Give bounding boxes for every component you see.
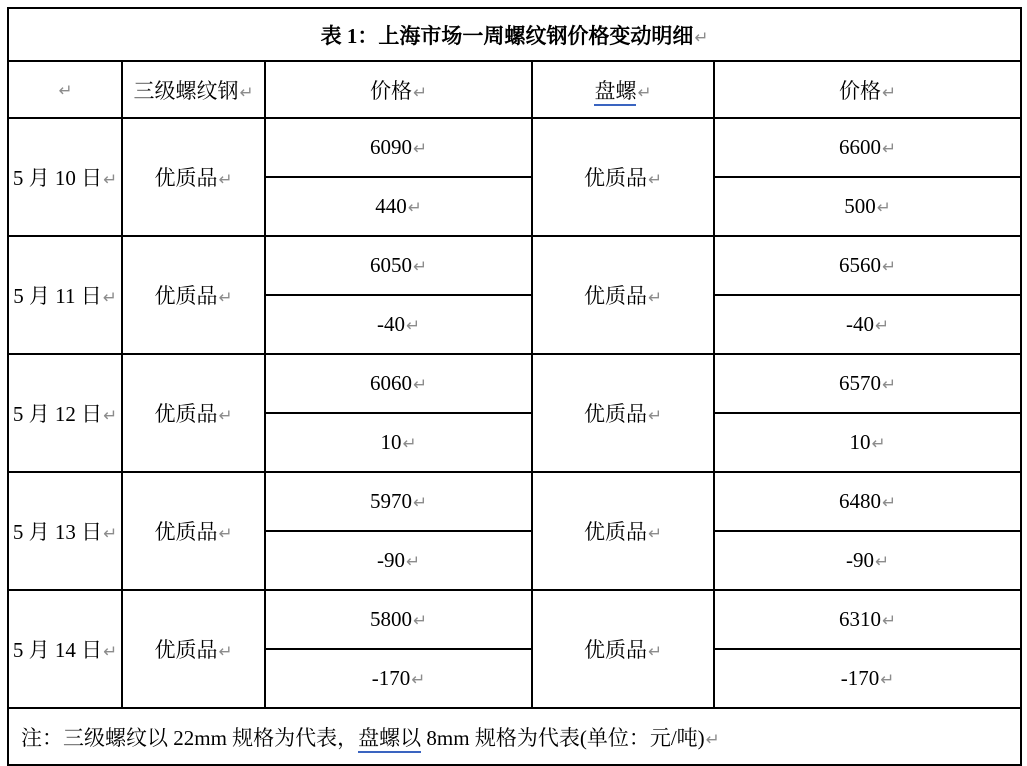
paragraph-mark-icon: ↵ xyxy=(218,287,233,307)
coil-price-cell xyxy=(714,236,1021,295)
coil-change: 500 xyxy=(844,194,876,218)
rebar-grade: 优质品 xyxy=(154,638,218,662)
date-cell xyxy=(8,236,122,354)
paragraph-mark-icon: ↵ xyxy=(218,523,233,543)
date-cell xyxy=(8,590,122,708)
paragraph-mark-icon: ↵ xyxy=(407,197,422,217)
rebar-grade-cell xyxy=(122,354,265,472)
rebar-price-cell xyxy=(265,236,532,295)
paragraph-mark-icon: ↵ xyxy=(882,256,897,276)
header-rebar-cell xyxy=(122,61,265,118)
header-empty-cell xyxy=(8,61,122,118)
rebar-change-cell xyxy=(265,531,532,590)
paragraph-mark-icon: ↵ xyxy=(103,169,118,189)
coil-change-cell xyxy=(714,295,1021,354)
date-cell xyxy=(8,354,122,472)
coil-price-cell xyxy=(714,590,1021,649)
paragraph-mark-icon: ↵ xyxy=(412,374,428,394)
rebar-change-cell xyxy=(265,413,532,472)
paragraph-mark-icon: ↵ xyxy=(882,81,897,102)
note-cell xyxy=(8,708,1021,765)
header-rebar: 三级螺纹钢 xyxy=(133,78,239,103)
paragraph-mark-icon: ↵ xyxy=(412,256,428,276)
table-title-cell xyxy=(8,8,1021,61)
paragraph-mark-icon: ↵ xyxy=(647,287,663,307)
rebar-price: 6060 xyxy=(369,371,412,395)
coil-change: 10 xyxy=(849,430,871,454)
table-row xyxy=(8,61,1021,118)
table-row xyxy=(8,118,1021,177)
paragraph-mark-icon: ↵ xyxy=(647,523,663,543)
paragraph-mark-icon: ↵ xyxy=(637,81,652,102)
rebar-change: -170 xyxy=(371,666,411,690)
coil-price: 6310 xyxy=(839,607,881,631)
coil-price-cell xyxy=(714,472,1021,531)
coil-price-cell xyxy=(714,118,1021,177)
coil-grade: 优质品 xyxy=(583,166,647,190)
date-value: 5 月 14 日 xyxy=(12,638,103,662)
rebar-grade: 优质品 xyxy=(154,402,218,426)
paragraph-mark-icon: ↵ xyxy=(694,26,709,47)
paragraph-mark-icon: ↵ xyxy=(876,197,891,217)
paragraph-mark-icon: ↵ xyxy=(412,81,428,102)
header-rebar-price: 价格 xyxy=(369,78,412,103)
paragraph-mark-icon: ↵ xyxy=(239,81,254,102)
rebar-grade-cell xyxy=(122,472,265,590)
date-value: 5 月 13 日 xyxy=(12,520,103,544)
date-value: 5 月 11 日 xyxy=(13,284,102,308)
rebar-price: 5970 xyxy=(369,489,412,513)
paragraph-mark-icon: ↵ xyxy=(871,433,886,453)
paragraph-mark-icon: ↵ xyxy=(103,405,118,425)
coil-grade-cell xyxy=(532,472,714,590)
rebar-price-cell xyxy=(265,590,532,649)
paragraph-mark-icon: ↵ xyxy=(882,610,897,630)
paragraph-mark-icon: ↵ xyxy=(405,315,421,335)
coil-grade-cell xyxy=(532,236,714,354)
paragraph-mark-icon: ↵ xyxy=(875,551,890,571)
paragraph-mark-icon: ↵ xyxy=(103,641,118,661)
coil-grade: 优质品 xyxy=(583,402,647,426)
rebar-grade: 优质品 xyxy=(154,520,218,544)
price-table xyxy=(7,7,1022,766)
paragraph-mark-icon: ↵ xyxy=(102,287,117,307)
date-cell xyxy=(8,472,122,590)
date-value: 5 月 10 日 xyxy=(12,166,103,190)
rebar-change-cell xyxy=(265,649,532,708)
rebar-change: -90 xyxy=(376,548,405,572)
header-coil-price: 价格 xyxy=(839,78,881,103)
coil-grade-cell xyxy=(532,354,714,472)
coil-grade: 优质品 xyxy=(583,520,647,544)
coil-change: -90 xyxy=(846,548,874,572)
paragraph-mark-icon: ↵ xyxy=(647,405,663,425)
coil-price: 6480 xyxy=(839,489,881,513)
rebar-price: 6090 xyxy=(369,135,412,159)
paragraph-mark-icon: ↵ xyxy=(647,169,663,189)
rebar-grade-cell xyxy=(122,118,265,236)
paragraph-mark-icon: ↵ xyxy=(412,492,428,512)
date-value: 5 月 12 日 xyxy=(12,402,103,426)
coil-grade: 优质品 xyxy=(583,284,647,308)
paragraph-mark-icon: ↵ xyxy=(882,492,897,512)
paragraph-mark-icon: ↵ xyxy=(103,523,118,543)
coil-change: -40 xyxy=(846,312,874,336)
table-row xyxy=(8,708,1021,765)
coil-price-cell xyxy=(714,354,1021,413)
coil-grade-cell xyxy=(532,590,714,708)
table-row xyxy=(8,354,1021,413)
rebar-price-cell xyxy=(265,472,532,531)
note-text-prefix: 注：三级螺纹以 22mm 规格为代表， xyxy=(21,725,359,750)
rebar-change: -40 xyxy=(376,312,405,336)
rebar-price: 6050 xyxy=(369,253,412,277)
rebar-price-cell xyxy=(265,354,532,413)
header-coil-cell xyxy=(532,61,714,118)
paragraph-mark-icon: ↵ xyxy=(402,433,417,453)
note-text-suffix: 8mm 规格为代表(单位：元/吨) xyxy=(421,725,705,750)
table-row xyxy=(8,8,1021,61)
rebar-grade: 优质品 xyxy=(154,166,218,190)
rebar-change: 440 xyxy=(375,194,407,218)
paragraph-mark-icon: ↵ xyxy=(705,728,720,749)
paragraph-mark-icon: ↵ xyxy=(647,641,663,661)
rebar-grade: 优质品 xyxy=(154,284,218,308)
coil-change-cell xyxy=(714,177,1021,236)
table-row xyxy=(8,472,1021,531)
rebar-change: 10 xyxy=(380,430,402,454)
paragraph-mark-icon: ↵ xyxy=(411,669,426,689)
paragraph-mark-icon: ↵ xyxy=(882,138,897,158)
table-row xyxy=(8,590,1021,649)
rebar-grade-cell xyxy=(122,236,265,354)
paragraph-mark-icon: ↵ xyxy=(405,551,421,571)
note-text-underlined: 盘螺以 xyxy=(358,726,421,753)
paragraph-mark-icon: ↵ xyxy=(412,138,428,158)
date-cell xyxy=(8,118,122,236)
header-coil-price-cell xyxy=(714,61,1021,118)
coil-change-cell xyxy=(714,413,1021,472)
rebar-price: 5800 xyxy=(369,607,412,631)
rebar-change-cell xyxy=(265,295,532,354)
header-rebar-price-cell xyxy=(265,61,532,118)
paragraph-mark-icon: ↵ xyxy=(218,169,233,189)
coil-change-cell xyxy=(714,649,1021,708)
header-coil: 盘螺 xyxy=(594,79,636,106)
rebar-change-cell xyxy=(265,177,532,236)
paragraph-mark-icon: ↵ xyxy=(58,80,73,100)
table-title: 表 1：上海市场一周螺纹钢价格变动明细 xyxy=(320,23,694,48)
paragraph-mark-icon: ↵ xyxy=(218,641,233,661)
rebar-price-cell xyxy=(265,118,532,177)
coil-grade: 优质品 xyxy=(583,638,647,662)
coil-grade-cell xyxy=(532,118,714,236)
rebar-grade-cell xyxy=(122,590,265,708)
paragraph-mark-icon: ↵ xyxy=(875,315,890,335)
coil-price: 6560 xyxy=(839,253,881,277)
coil-price: 6600 xyxy=(839,135,881,159)
paragraph-mark-icon: ↵ xyxy=(880,669,895,689)
coil-price: 6570 xyxy=(839,371,881,395)
coil-change-cell xyxy=(714,531,1021,590)
paragraph-mark-icon: ↵ xyxy=(412,610,428,630)
paragraph-mark-icon: ↵ xyxy=(218,405,233,425)
coil-change: -170 xyxy=(840,666,880,690)
paragraph-mark-icon: ↵ xyxy=(882,374,897,394)
table-row xyxy=(8,236,1021,295)
